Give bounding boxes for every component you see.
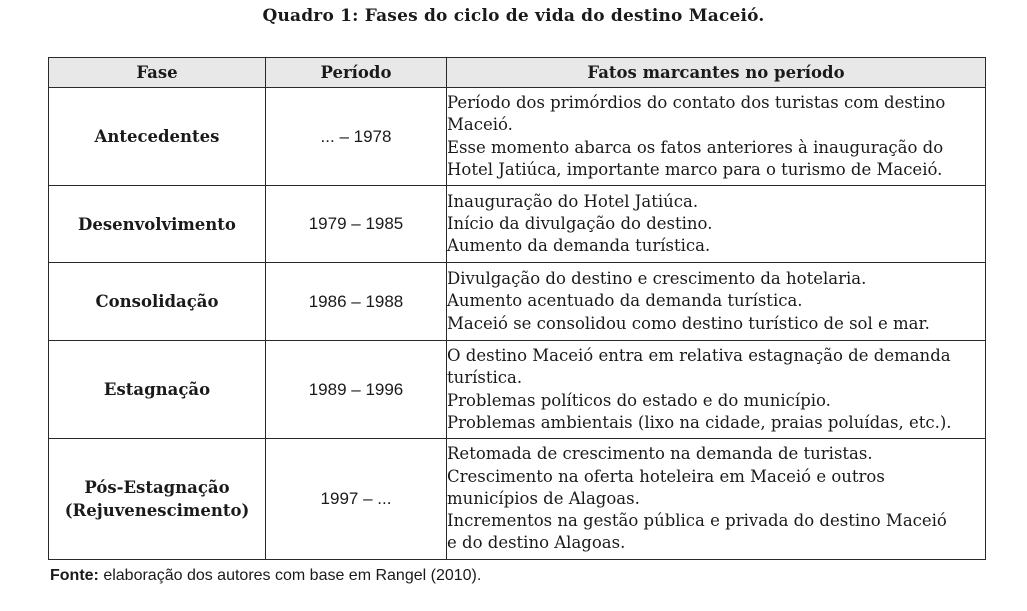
fato-line: Inauguração do Hotel Jatiúca. <box>447 191 699 211</box>
lifecycle-table <box>48 57 986 560</box>
table-row <box>49 341 986 439</box>
fatos-cell <box>447 341 986 439</box>
fato-line: Início da divulgação do destino. <box>447 213 713 233</box>
fato-line: Retomada de crescimento na demanda de turistas. <box>447 444 873 464</box>
source-label: Fonte: <box>50 567 99 584</box>
fase-cell <box>49 263 266 341</box>
fase-cell <box>49 88 266 186</box>
table-header-row <box>49 58 986 88</box>
fatos-cell <box>447 88 986 186</box>
periodo-cell: 1986 – 1988 <box>266 263 447 341</box>
fase-cell <box>49 186 266 263</box>
fato-line: Maceió. <box>447 115 513 135</box>
source-text: elaboração dos autores com base em Rangel (2010). <box>98 567 482 584</box>
fase-name: Antecedentes <box>94 127 220 146</box>
fato-line: municípios de Alagoas. <box>447 488 640 508</box>
fase-name: Pós-Estagnação <box>84 478 230 497</box>
table-row <box>49 186 986 263</box>
table-row <box>49 439 986 560</box>
fato-line: Período dos primórdios do contato dos turistas com destino <box>447 93 946 113</box>
fase-name: Desenvolvimento <box>78 214 236 234</box>
fato-line: Divulgação do destino e crescimento da hotelaria. <box>447 269 867 289</box>
fato-line: Esse momento abarca os fatos anteriores à inauguração do <box>447 137 944 157</box>
fato-line: Problemas ambientais (lixo na cidade, praias poluídas, etc.). <box>447 412 952 432</box>
fato-line: Aumento acentuado da demanda turística. <box>447 291 803 311</box>
fase-subname: (Rejuvenescimento) <box>64 501 250 520</box>
source-note <box>50 567 481 585</box>
header-fase: Fase <box>49 58 266 88</box>
fato-line: turística. <box>447 368 523 388</box>
periodo-cell: 1989 – 1996 <box>266 341 447 439</box>
fatos-cell <box>447 263 986 341</box>
table-row <box>49 88 986 186</box>
table-caption: Quadro 1: Fases do ciclo de vida do destino Maceió. <box>262 6 765 26</box>
fato-line: Crescimento na oferta hoteleira em Maceió e outros <box>447 466 885 486</box>
fatos-cell <box>447 439 986 560</box>
fase-name: Estagnação <box>103 380 211 399</box>
fato-line: Maceió se consolidou como destino turístico de sol e mar. <box>447 313 930 333</box>
fato-line: Incrementos na gestão pública e privada do destino Maceió <box>447 511 947 531</box>
fato-line: Aumento da demanda turística. <box>447 236 711 256</box>
fatos-cell <box>447 186 986 263</box>
fase-name: Consolidação <box>95 292 219 311</box>
fato-line: O destino Maceió entra em relativa estagnação de demanda <box>447 346 951 366</box>
periodo-cell: 1997 – ... <box>266 439 447 560</box>
periodo-cell: 1979 – 1985 <box>266 186 447 263</box>
header-periodo: Período <box>266 58 447 88</box>
periodo-cell: ... – 1978 <box>266 88 447 186</box>
fase-cell <box>49 439 266 560</box>
fato-line: Hotel Jatiúca, importante marco para o turismo de Maceió. <box>447 159 943 179</box>
table-row <box>49 263 986 341</box>
fato-line: Problemas políticos do estado e do município. <box>447 390 831 410</box>
fase-cell <box>49 341 266 439</box>
fato-line: e do destino Alagoas. <box>447 533 626 553</box>
header-fatos: Fatos marcantes no período <box>447 58 986 88</box>
